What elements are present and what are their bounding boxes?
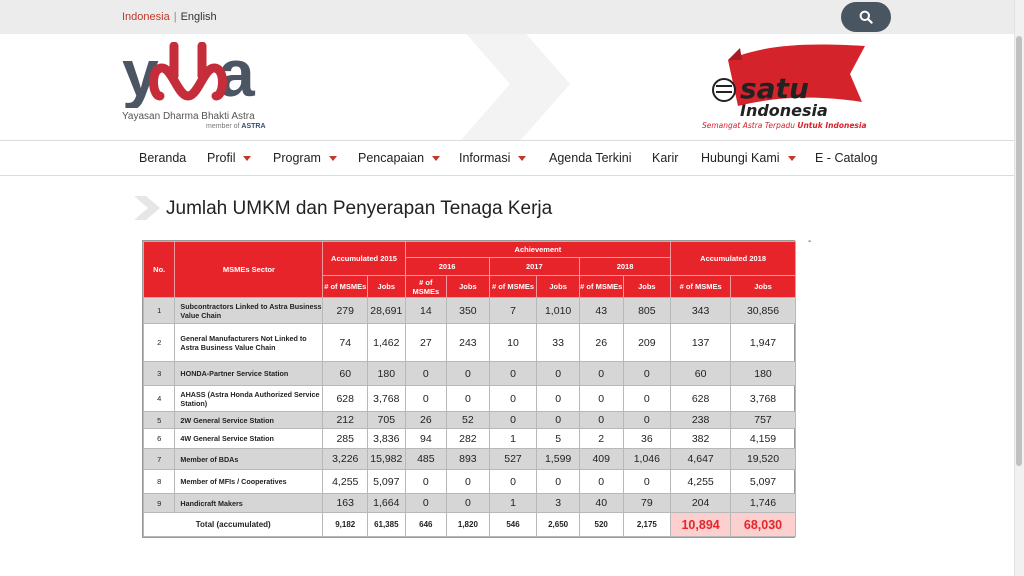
row-value: 2: [579, 429, 623, 449]
svg-text:Semangat Astra Terpadu Untuk I: [702, 121, 867, 130]
row-value: 180: [368, 362, 406, 386]
header-2018: 2018: [579, 258, 670, 276]
row-sector: Subcontractors Linked to Astra Business Value Chain: [175, 298, 323, 324]
row-value: 1,010: [537, 298, 580, 324]
row-value: 60: [671, 362, 731, 386]
row-value: 40: [579, 494, 623, 513]
chevron-down-icon: [329, 156, 337, 161]
title-arrow-icon: [134, 196, 162, 220]
language-switcher: [122, 11, 217, 23]
row-value: 350: [447, 298, 490, 324]
nav-e-catalog[interactable]: [815, 151, 878, 165]
row-value: 0: [489, 412, 537, 429]
row-value: 33: [537, 324, 580, 362]
subheader-jobs: Jobs: [368, 276, 406, 298]
row-sector: 4W General Service Station: [175, 429, 323, 449]
total-value: 2,175: [623, 513, 671, 537]
row-value: 212: [323, 412, 368, 429]
subheader-jobs: Jobs: [623, 276, 671, 298]
row-value: 0: [579, 362, 623, 386]
header-2017: 2017: [489, 258, 579, 276]
nav-informasi[interactable]: [459, 151, 526, 165]
total-value: 61,385: [368, 513, 406, 537]
row-value: 3: [537, 494, 580, 513]
row-value: 0: [537, 386, 580, 412]
search-icon: [859, 10, 873, 24]
header-acc2015: Accumulated 2015: [323, 242, 405, 276]
row-value: 3,836: [368, 429, 406, 449]
nav-label: Pencapaian: [358, 151, 425, 165]
subheader-msmes: # of MSMEs: [579, 276, 623, 298]
indonesia-word: Indonesia: [740, 101, 828, 120]
row-number: 6: [144, 429, 175, 449]
row-value: 279: [323, 298, 368, 324]
subheader-msmes: # of MSMEs: [405, 276, 447, 298]
row-value: 0: [405, 494, 447, 513]
row-value: 15,982: [368, 449, 406, 470]
nav-label: E - Catalog: [815, 151, 878, 165]
total-value: 1,820: [447, 513, 490, 537]
chevron-down-icon: [518, 156, 526, 161]
row-value: 1,947: [731, 324, 796, 362]
lang-separator: |: [173, 11, 177, 23]
row-value: 757: [731, 412, 796, 429]
svg-text:y: y: [122, 42, 156, 108]
table-row: [144, 429, 796, 449]
row-value: 10: [489, 324, 537, 362]
header-sector: MSMEs Sector: [175, 242, 323, 298]
chevron-down-icon: [788, 156, 796, 161]
row-value: 3,768: [368, 386, 406, 412]
table-row: [144, 298, 796, 324]
row-value: 27: [405, 324, 447, 362]
row-value: 0: [447, 494, 490, 513]
row-value: 52: [447, 412, 490, 429]
total-value: 2,650: [537, 513, 580, 537]
nav-karir[interactable]: [652, 151, 678, 165]
member-brand: ASTRA: [241, 123, 266, 130]
row-sector: Member of BDAs: [175, 449, 323, 470]
total-label: Total (accumulated): [144, 513, 323, 537]
header-achievement: Achievement: [405, 242, 671, 258]
subheader-msmes: # of MSMEs: [489, 276, 537, 298]
total-value: 68,030: [731, 513, 796, 537]
table-row: [144, 386, 796, 412]
row-value: 0: [537, 362, 580, 386]
table-row: [144, 362, 796, 386]
row-value: 0: [623, 412, 671, 429]
nav-label: Profil: [207, 151, 236, 165]
row-value: 705: [368, 412, 406, 429]
row-number: 1: [144, 298, 175, 324]
row-value: 0: [623, 470, 671, 494]
row-sector: Member of MFIs / Cooperatives: [175, 470, 323, 494]
table-total-row: [144, 513, 796, 537]
table-row: [144, 470, 796, 494]
row-value: 163: [323, 494, 368, 513]
row-value: 19,520: [731, 449, 796, 470]
subheader-jobs: Jobs: [537, 276, 580, 298]
tagline-b: Untuk Indonesia: [797, 121, 867, 130]
lang-indonesia-link[interactable]: Indonesia: [122, 11, 170, 23]
row-value: 137: [671, 324, 731, 362]
subheader-jobs: Jobs: [731, 276, 796, 298]
row-value: 1,664: [368, 494, 406, 513]
row-value: 243: [447, 324, 490, 362]
nav-program[interactable]: [273, 151, 337, 165]
row-number: 3: [144, 362, 175, 386]
site-header: [0, 34, 1014, 140]
row-value: 74: [323, 324, 368, 362]
row-value: 0: [447, 362, 490, 386]
row-value: 0: [489, 362, 537, 386]
main-navigation: [0, 140, 1014, 176]
row-value: 1,462: [368, 324, 406, 362]
satu-indonesia-logo-mark: [700, 40, 880, 132]
search-button[interactable]: [841, 2, 891, 32]
nav-label: Informasi: [459, 151, 511, 165]
row-value: 4,159: [731, 429, 796, 449]
nav-label: Karir: [652, 151, 679, 165]
table-row: [144, 449, 796, 470]
row-value: 0: [405, 470, 447, 494]
row-value: 527: [489, 449, 537, 470]
lang-english-link[interactable]: English: [180, 11, 217, 23]
row-value: 1,599: [537, 449, 580, 470]
row-value: 3,768: [731, 386, 796, 412]
row-value: 0: [489, 470, 537, 494]
row-value: 0: [405, 362, 447, 386]
row-value: 5: [537, 429, 580, 449]
satu-indonesia-logo[interactable]: [700, 40, 880, 137]
page-title: Jumlah UMKM dan Penyerapan Tenaga Kerja: [166, 198, 553, 219]
row-value: 0: [579, 386, 623, 412]
row-value: 893: [447, 449, 490, 470]
chevron-down-icon: [432, 156, 440, 161]
ydba-logo-mark: [122, 42, 267, 108]
row-value: 1,746: [731, 494, 796, 513]
nav-beranda[interactable]: [139, 151, 186, 165]
row-value: 94: [405, 429, 447, 449]
row-value: 26: [579, 324, 623, 362]
row-number: 9: [144, 494, 175, 513]
svg-text:a: a: [218, 42, 255, 108]
row-value: 28,691: [368, 298, 406, 324]
row-sector: General Manufacturers Not Linked to Astra Business Value Chain: [175, 324, 323, 362]
ydba-logo[interactable]: [122, 42, 267, 113]
tagline-a: Semangat Astra Terpadu: [702, 121, 795, 130]
logo-subtitle: Yayasan Dharma Bhakti Astra: [122, 111, 255, 122]
nav-label: Program: [273, 151, 321, 165]
nav-profil[interactable]: [207, 151, 251, 165]
total-value: 520: [579, 513, 623, 537]
row-value: 485: [405, 449, 447, 470]
nav-label: Beranda: [139, 151, 187, 165]
row-value: 0: [623, 362, 671, 386]
row-number: 7: [144, 449, 175, 470]
row-value: 1: [489, 429, 537, 449]
scrollbar[interactable]: [1014, 0, 1024, 576]
row-value: 0: [623, 386, 671, 412]
row-sector: Handicraft Makers: [175, 494, 323, 513]
row-number: 5: [144, 412, 175, 429]
row-value: 282: [447, 429, 490, 449]
row-value: 204: [671, 494, 731, 513]
total-value: 546: [489, 513, 537, 537]
row-value: 4,255: [323, 470, 368, 494]
row-value: 285: [323, 429, 368, 449]
row-value: 4,255: [671, 470, 731, 494]
row-value: 36: [623, 429, 671, 449]
subheader-msmes: # of MSMEs: [323, 276, 368, 298]
row-value: 628: [671, 386, 731, 412]
nav-agenda-terkini[interactable]: [549, 151, 631, 165]
subheader-msmes: # of MSMEs: [671, 276, 731, 298]
row-sector: 2W General Service Station: [175, 412, 323, 429]
row-number: 2: [144, 324, 175, 362]
row-value: 628: [323, 386, 368, 412]
chevron-down-icon: [243, 156, 251, 161]
row-value: 5,097: [368, 470, 406, 494]
row-value: 0: [579, 412, 623, 429]
row-value: 238: [671, 412, 731, 429]
header-2016: 2016: [405, 258, 489, 276]
row-value: 180: [731, 362, 796, 386]
nav-label: Agenda Terkini: [549, 151, 632, 165]
row-value: 0: [537, 470, 580, 494]
nav-pencapaian[interactable]: [358, 151, 440, 165]
row-value: 382: [671, 429, 731, 449]
row-value: 0: [447, 470, 490, 494]
row-value: 79: [623, 494, 671, 513]
msme-data-table: [142, 240, 795, 538]
total-value: 646: [405, 513, 447, 537]
row-value: 60: [323, 362, 368, 386]
table-body: [144, 298, 796, 537]
scrollbar-thumb[interactable]: [1016, 36, 1022, 466]
row-value: 7: [489, 298, 537, 324]
row-number: 8: [144, 470, 175, 494]
logo-member-line: [206, 123, 266, 130]
row-value: 0: [405, 386, 447, 412]
total-value: 9,182: [323, 513, 368, 537]
table-row: [144, 324, 796, 362]
row-value: 805: [623, 298, 671, 324]
total-value: 10,894: [671, 513, 731, 537]
row-value: 1: [489, 494, 537, 513]
row-value: 14: [405, 298, 447, 324]
nav-label: Hubungi Kami: [701, 151, 780, 165]
subheader-jobs: Jobs: [447, 276, 490, 298]
row-value: 43: [579, 298, 623, 324]
row-sector: AHASS (Astra Honda Authorized Service Station): [175, 386, 323, 412]
row-value: 26: [405, 412, 447, 429]
row-value: 30,856: [731, 298, 796, 324]
row-value: 3,226: [323, 449, 368, 470]
header-acc2018: Accumulated 2018: [671, 242, 796, 276]
row-value: 0: [447, 386, 490, 412]
msme-table: [143, 241, 796, 537]
decorative-chevron: [440, 34, 570, 140]
row-number: 4: [144, 386, 175, 412]
member-prefix: member of: [206, 123, 240, 130]
table-row: [144, 494, 796, 513]
row-value: 0: [579, 470, 623, 494]
row-value: 0: [489, 386, 537, 412]
row-value: 209: [623, 324, 671, 362]
row-value: 409: [579, 449, 623, 470]
top-bar: [0, 0, 1014, 34]
satu-word: satu: [740, 72, 809, 105]
row-value: 5,097: [731, 470, 796, 494]
row-value: 4,647: [671, 449, 731, 470]
row-sector: HONDA-Partner Service Station: [175, 362, 323, 386]
header-no: No.: [144, 242, 175, 298]
side-mark: -: [808, 236, 812, 247]
row-value: 1,046: [623, 449, 671, 470]
nav-hubungi-kami[interactable]: [701, 151, 796, 165]
row-value: 343: [671, 298, 731, 324]
row-value: 0: [537, 412, 580, 429]
table-row: [144, 412, 796, 429]
